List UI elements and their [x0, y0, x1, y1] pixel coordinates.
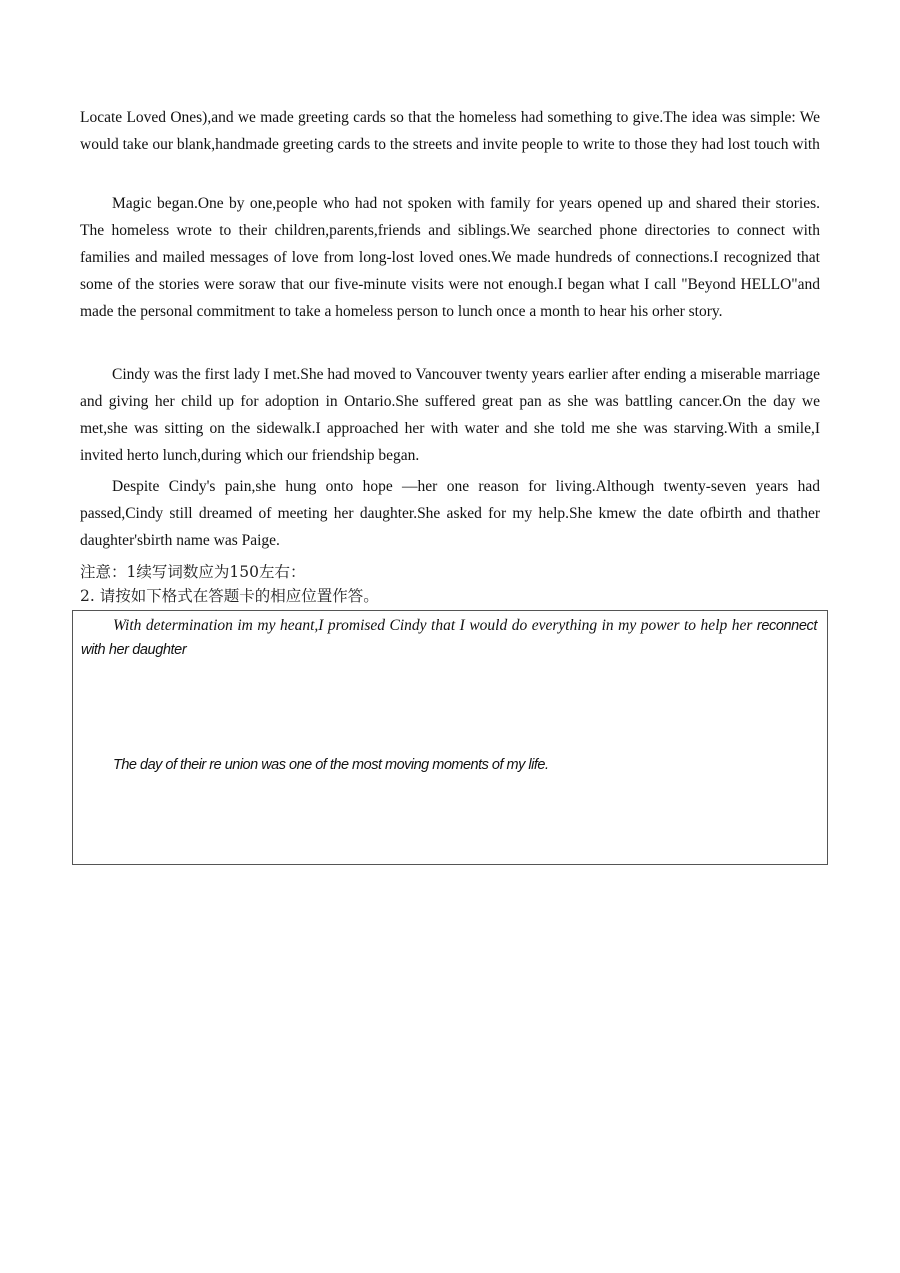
answer-second-paragraph-start: The day of their re union was one of the most moving moments of my life.: [113, 757, 549, 773]
note-word-count: 注意：1续写词数应为150左右：: [80, 563, 306, 581]
paragraph-2: Magic began.One by one,people who had not spoken with family for years opened up and shared their stories. The homeless wrote to their children,parents,friends and siblings.We searched phone directories to connect with families and mailed messages of love from long-lost loved ones.We made hundreds of connections.I recognized that some of the stories were soraw that our five-minute visits were not enough.I began what I call "Beyond HELLO"and made the personal commitment to take a homeless person to lunch once a month to hear his orher story.: [80, 195, 820, 320]
answer-box: [72, 610, 828, 865]
paragraph-4: Despite Cindy's pain,she hung onto hope —her one reason for living.Although twenty-seven years had passed,Cindy still dreamed of meeting her daughter.She asked for my help.She kmew the date ofbirth and thather daughter'sbirth name was Paige.: [80, 478, 820, 549]
answer-opening-continuation: reconnect with her daughter: [81, 618, 817, 658]
answer-opening-sentence: [81, 614, 817, 662]
note-format: 2. 请按如下格式在答题卡的相应位置作答。: [80, 587, 379, 605]
answer-opening-text: With determination im my heant,I promised Cindy that I would do everything in my power to help her: [113, 617, 753, 634]
paragraph-3: Cindy was the first lady I met.She had moved to Vancouver twenty years earlier after ending a miserable marriage and giving her child up for adoption in Ontario.She suffered great pan as she was battling cancer.On the day we met,she was sitting on the sidewalk.I approached her with water and she told me she was starving.With a smile,I invited herto lunch,during which our friendship began.: [80, 366, 820, 464]
paragraph-1: Locate Loved Ones),and we made greeting cards so that the homeless had something to give.The idea was simple: We would take our blank,handmade greeting cards to the streets and invite people to write to those they had lost touch with: [80, 109, 820, 153]
